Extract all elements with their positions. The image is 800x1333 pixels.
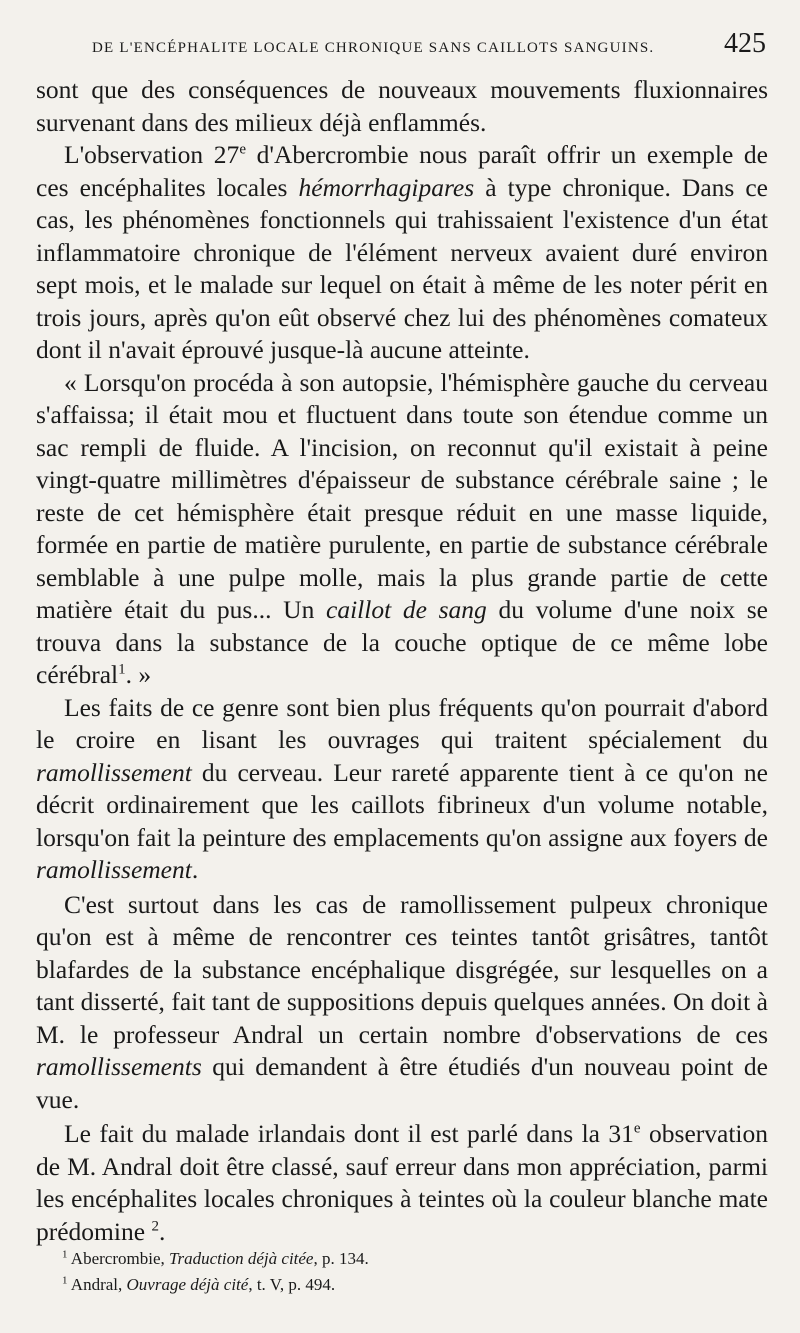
paragraph-4 xyxy=(36,692,768,887)
footnote-mark: 1 xyxy=(62,1274,68,1287)
text-run: à type chronique. Dans ce cas, les phénomènes fonctionnels qui trahissaient l'existence d'un état inflammatoire chronique de l'élément nerveux avaient duré environ sept mois, et le malade sur lequel on était à même de les noter périt en trois jours, après qu'on eût observé chez lui des phénomènes comateux dont il n'avait éprouvé jusque-là aucune atteinte. xyxy=(36,172,768,364)
footnote-mark: 1 xyxy=(62,1248,68,1261)
body-text xyxy=(36,74,768,1248)
ordinal-superscript: e xyxy=(633,1120,641,1137)
text-run: . xyxy=(191,855,199,884)
italic-term: ramollissements xyxy=(36,1052,202,1081)
text-run: du volume d'une noix se trouva dans la substance de la couche optique de ce même lobe cérébral xyxy=(36,595,768,689)
italic-term: hémorrhagipares xyxy=(298,172,475,202)
italic-term: caillot de sang xyxy=(326,595,487,624)
paragraph-2 xyxy=(36,139,768,367)
text-run: d'Abercrombie nous paraît offrir un exemple de ces encéphalites locales xyxy=(36,140,768,202)
text-run: qui demandent à être étudiés d'un nouveau point de vue. xyxy=(36,1052,768,1114)
text-run: C'est surtout dans les cas de ramollissement pulpeux chronique qu'on est à même de rencontrer ces teintes tantôt grisâtres, tantôt blafardes de la substance encéphalique disgrégée, sur lesquelles on a tant disserté, fait tant de suppositions depuis quelques années. On doit à M. le professeur Andral un certain nombre d'observations de ces xyxy=(36,889,768,1049)
text-run: observation de M. Andral doit être classé, sauf erreur dans mon appréciation, parmi les encéphalites locales chroniques à teintes où la couleur blanche mate prédomine xyxy=(36,1119,768,1246)
text-run: . xyxy=(158,1216,166,1246)
running-title: DE L'ENCÉPHALITE LOCALE CHRONIQUE SANS CAILLOTS SANGUINS. xyxy=(92,40,655,56)
italic-title: Traduction déjà citée xyxy=(169,1249,314,1268)
footnote-2 xyxy=(62,1272,742,1298)
text-run: . » xyxy=(125,660,152,689)
text-run: , p. 134. xyxy=(313,1249,369,1268)
running-head xyxy=(36,28,768,74)
paragraph-5 xyxy=(36,889,768,1117)
italic-term: ramollissement xyxy=(36,855,192,884)
italic-title: Ouvrage déjà cité xyxy=(126,1275,249,1294)
text-run: sont que des conséquences de nouveaux mouvements fluxionnaires survenant dans des milieux déjà enflammés. xyxy=(36,75,768,137)
paragraph-3-quote xyxy=(36,367,768,692)
text-run: Le fait du malade irlandais dont il est parlé dans la 31 xyxy=(64,1119,634,1148)
footnotes xyxy=(62,1246,742,1298)
text-run: , t. V, p. 494. xyxy=(248,1275,336,1294)
footnote-ref[interactable]: 1 xyxy=(118,661,126,678)
paragraph-1 xyxy=(36,74,768,139)
paragraph-6 xyxy=(36,1118,768,1248)
text-run: « Lorsqu'on procéda à son autopsie, l'hémisphère gauche du cerveau s'affaissa; il était mou et fluctuent dans toute son étendue comme un sac rempli de fluide. A l'incision, on reconnut qu'il existait à peine vingt-quatre millimètres d'épaisseur de substance cérébrale saine ; le reste de cet hémisphère était presque réduit en une masse liquide, formée en partie de matière purulente, en partie de substance cérébrale semblable à une pulpe molle, mais la plus grande partie de cette matière était du pus... Un xyxy=(36,367,768,624)
italic-term: ramollissement xyxy=(36,757,192,787)
page-number: 425 xyxy=(724,28,766,59)
text-run: Les faits de ce genre sont bien plus fréquents qu'on pourrait d'abord le croire en lisant les ouvrages qui traitent spécialement du xyxy=(36,692,768,754)
ordinal-superscript: e xyxy=(239,141,246,158)
footnote-ref[interactable]: 2 xyxy=(151,1218,159,1234)
page xyxy=(36,28,768,1248)
text-run: Abercrombie, xyxy=(67,1249,169,1268)
text-run: Andral, xyxy=(67,1275,127,1294)
footnote-1 xyxy=(62,1246,742,1272)
text-run: du cerveau. Leur rareté apparente tient à ce qu'on ne décrit ordinairement que les caillots fibrineux d'un volume notable, lorsqu'on fait la peinture des emplacements qu'on assigne aux foyers de xyxy=(36,757,768,852)
text-run: L'observation 27 xyxy=(64,140,240,169)
